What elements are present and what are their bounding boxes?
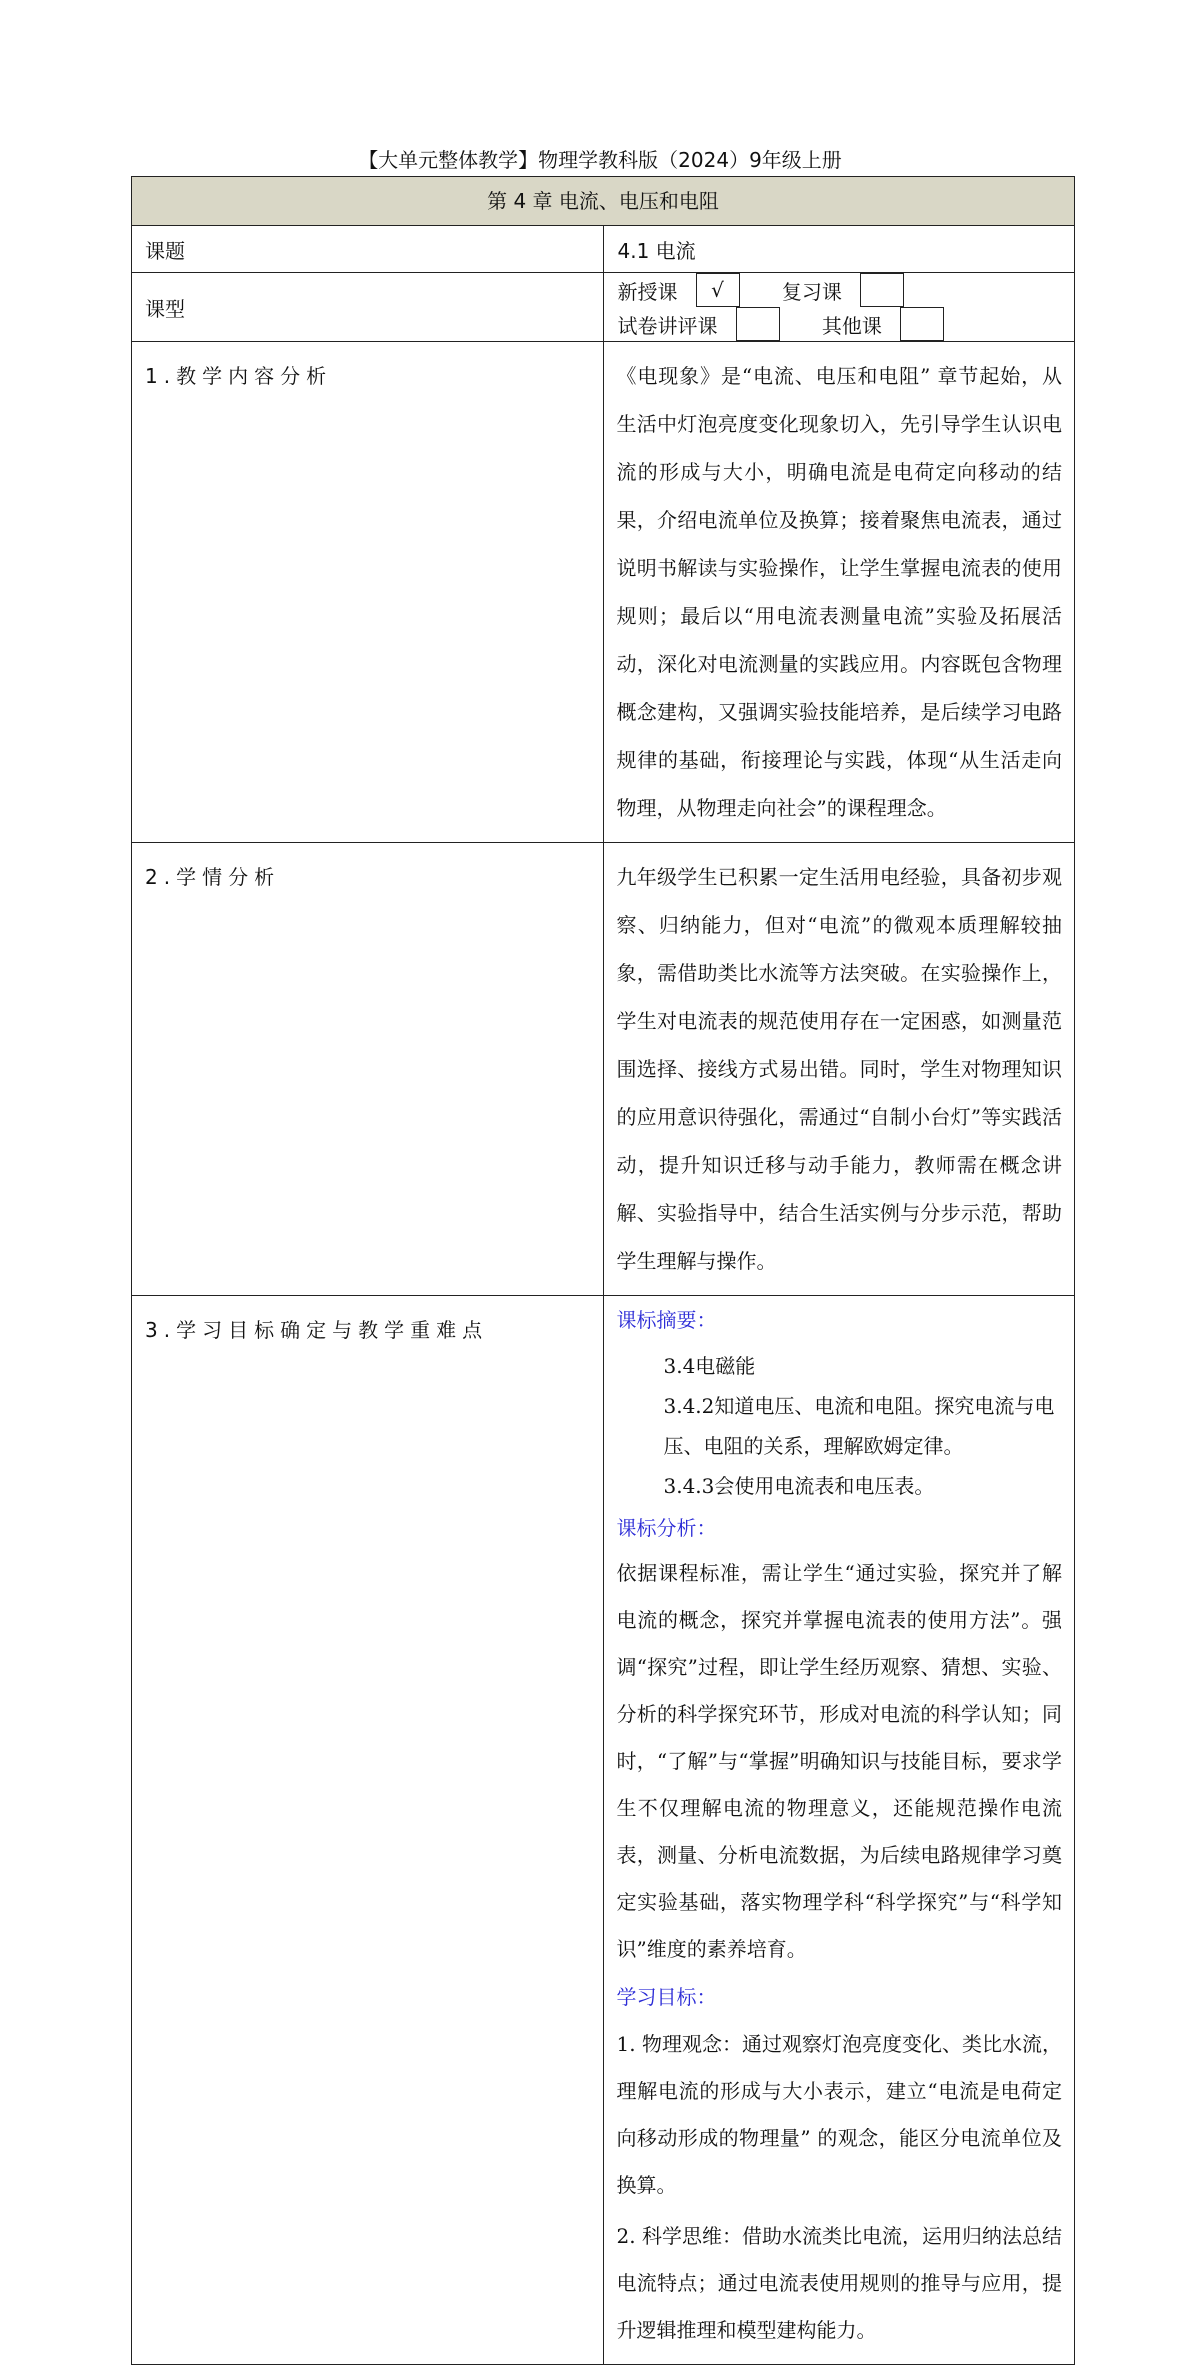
lesson-type-option-new[interactable] [618, 273, 740, 307]
option-label: 新授课 [617, 279, 678, 304]
standard-summary-heading: 课标摘要： [616, 1308, 717, 1332]
lesson-type-option-exam-review[interactable] [618, 307, 780, 341]
option-label: 其他课 [821, 313, 882, 338]
content-analysis-text: 《电现象》是“电流、电压和电阻” 章节起始，从生活中灯泡亮度变化现象切入，先引导学生认识电流的形成与大小，明确电流是电荷定向移动的结果，介绍电流单位及换算；接着聚焦电流表，通过说明书解读与实验操作，让学生掌握电流表的使用规则；最后以“用电流表测量电流”实验及拓展活动，深化对电流测量的实践应用。内容既包含物理概念建构，又强调实验技能培养，是后续学习电路规律的基础，衔接理论与实践，体现“从生活走向物理，从物理走向社会”的课程理念。 [616, 364, 1062, 820]
lesson-plan-table [131, 176, 1075, 2365]
topic-label: 课题 [132, 226, 604, 273]
checkbox[interactable] [860, 273, 904, 307]
lesson-type-label: 课型 [132, 273, 604, 342]
standard-item: 3.4电磁能 [663, 1354, 756, 1378]
learning-goal-item: 1. 物理观念：通过观察灯泡亮度变化、类比水流，理解电流的形成与大小表示，建立“电流是电荷定向移动形成的物理量” 的观念，能区分电流单位及换算。 [616, 2032, 1062, 2197]
objectives-label: 3.学习目标确定与教学重难点 [132, 1296, 604, 2365]
checkbox[interactable] [900, 307, 944, 341]
content-analysis-label: 1.教学内容分析 [132, 342, 604, 843]
standard-item: 3.4.3会使用电流表和电压表。 [663, 1474, 935, 1498]
content-analysis-cell [603, 342, 1075, 843]
student-analysis-text: 九年级学生已积累一定生活用电经验，具备初步观察、归纳能力，但对“电流”的微观本质理解较抽象，需借助类比水流等方法突破。在实验操作上，学生对电流表的规范使用存在一定困惑，如测量范围选择、接线方式易出错。同时，学生对物理知识的应用意识待强化，需通过“自制小台灯”等实践活动，提升知识迁移与动手能力，教师需在概念讲解、实验指导中，结合生活实例与分步示范，帮助学生理解与操作。 [616, 865, 1062, 1273]
student-analysis-label: 2.学情分析 [132, 843, 604, 1296]
document-title: 【大单元整体教学】物理学教科版（2024）9年级上册 [358, 148, 842, 172]
learning-goals-heading: 学习目标： [616, 1985, 717, 2009]
standard-item: 3.4.2知道电压、电流和电阻。探究电流与电压、电阻的关系，理解欧姆定律。 [663, 1394, 1055, 1458]
chapter-heading: 第 4 章 电流、电压和电阻 [132, 177, 1075, 226]
learning-goal-item: 2. 科学思维：借助水流类比电流，运用归纳法总结电流特点；通过电流表使用规则的推导与应用，提升逻辑推理和模型建构能力。 [616, 2224, 1062, 2342]
topic-value: 4.1 电流 [603, 226, 1075, 273]
standard-analysis-text: 依据课程标准，需让学生“通过实验，探究并了解电流的概念，探究并掌握电流表的使用方法”。强调“探究”过程，即让学生经历观察、猜想、实验、分析的科学探究环节，形成对电流的科学认知；同时，“了解”与“掌握”明确知识与技能目标，要求学生不仅理解电流的物理意义，还能规范操作电流表，测量、分析电流数据，为后续电路规律学习奠定实验基础，落实物理学科“科学探究”与“科学知识”维度的素养培育。 [616, 1561, 1062, 1961]
lesson-type-options [603, 273, 1075, 342]
checkbox-checked[interactable]: √ [696, 273, 740, 307]
lesson-type-option-review[interactable] [782, 273, 904, 307]
student-analysis-cell [603, 843, 1075, 1296]
option-label: 试卷讲评课 [617, 313, 718, 338]
objectives-cell [603, 1296, 1075, 2365]
option-label: 复习课 [781, 279, 842, 304]
checkbox[interactable] [736, 307, 780, 341]
standard-analysis-heading: 课标分析： [616, 1516, 717, 1540]
lesson-type-option-other[interactable] [822, 307, 944, 341]
